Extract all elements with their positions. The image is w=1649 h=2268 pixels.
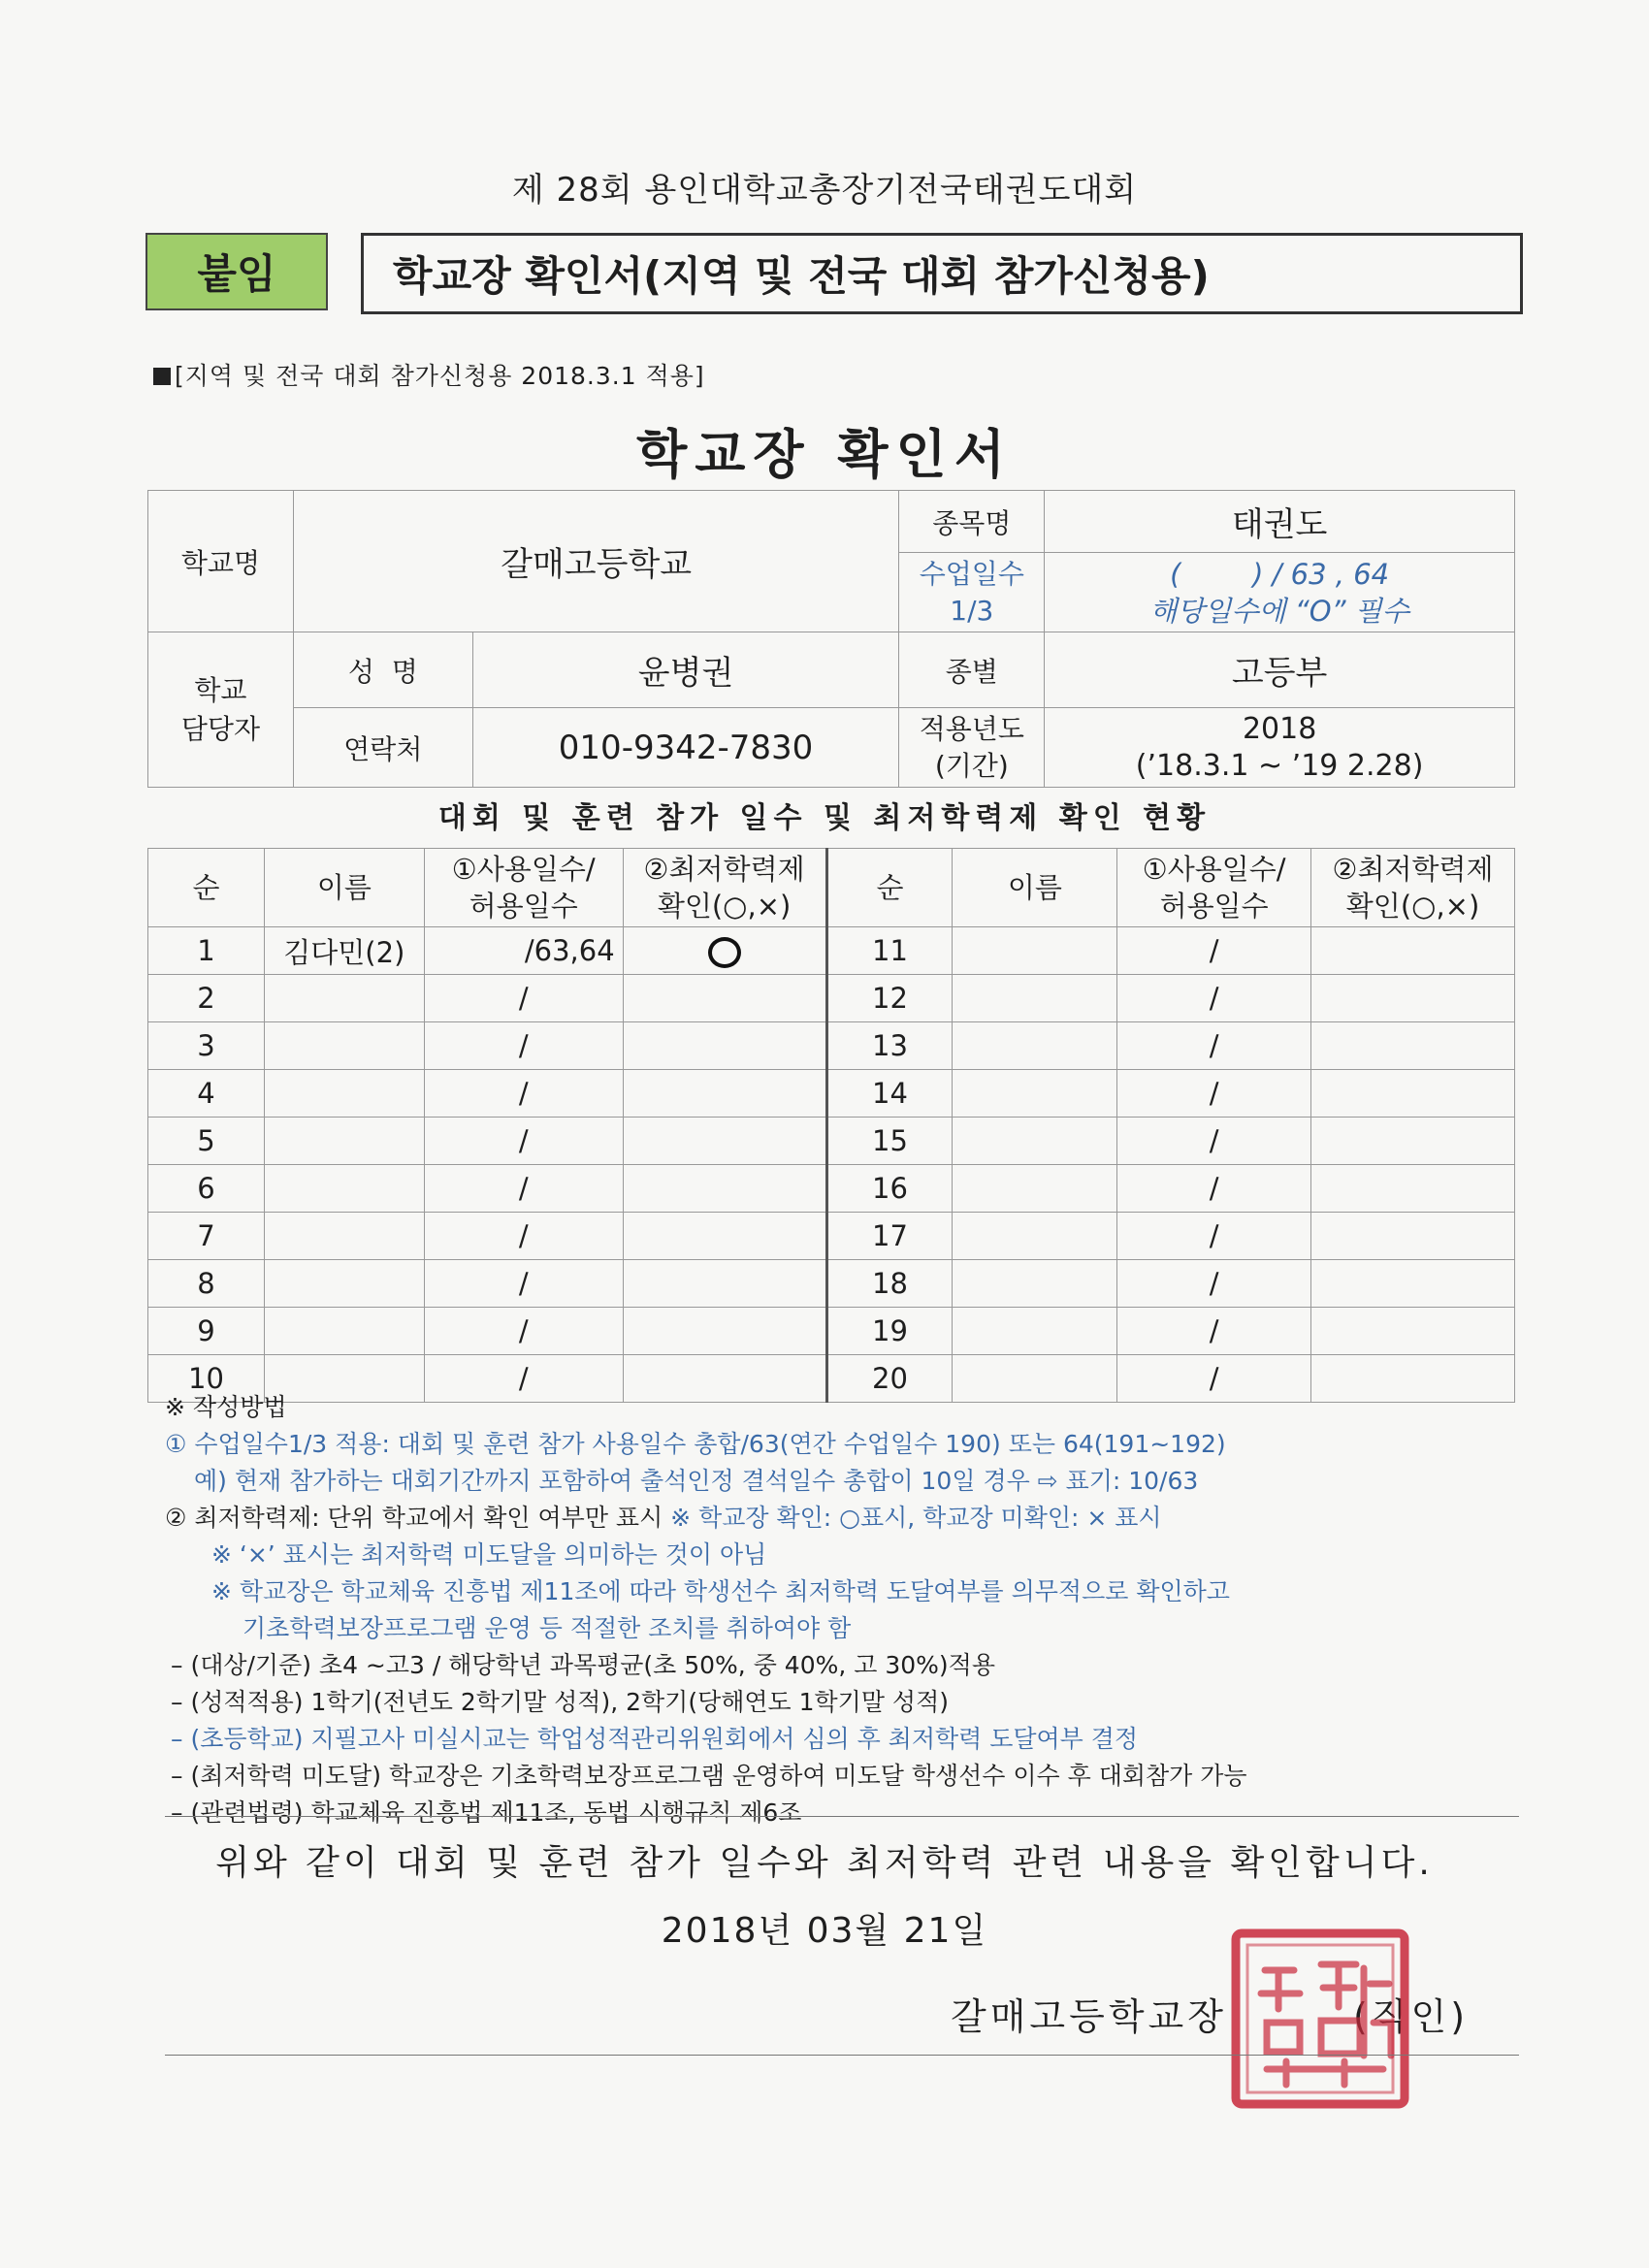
col-check-2-line1: ②최저학력제 bbox=[1332, 853, 1494, 886]
row-days-2: / bbox=[1117, 1118, 1311, 1165]
col-days-2-line2: 허용일수 bbox=[1159, 890, 1269, 923]
note-2e: 기초학력보장프로그램 운영 등 적절한 조치를 취하여야 함 bbox=[242, 1614, 852, 1642]
row-name bbox=[264, 1022, 424, 1070]
row-check bbox=[623, 927, 826, 975]
note-2b: ※ 학교장 확인: ○표시, 학교장 미확인: × 표시 bbox=[670, 1504, 1162, 1532]
header-title: 학교장 확인서(지역 및 전국 대회 참가신청용) bbox=[361, 233, 1523, 314]
row-name bbox=[264, 1213, 424, 1260]
school-seal-stamp bbox=[1228, 1926, 1412, 2112]
row-days-2: / bbox=[1117, 1213, 1311, 1260]
row-no-2: 16 bbox=[826, 1165, 953, 1213]
row-days-2: / bbox=[1117, 1308, 1311, 1355]
note-2d: ※ 학교장은 학교체육 진흥법 제11조에 따라 학생선수 최저학력 도달여부를 의무적으로 확인하고 bbox=[211, 1577, 1230, 1605]
manager-label bbox=[148, 632, 294, 788]
row-check-2 bbox=[1311, 1308, 1515, 1355]
row-name-2 bbox=[953, 1022, 1117, 1070]
manager-label-line1: 학교 bbox=[194, 673, 247, 706]
table-header bbox=[148, 849, 1515, 927]
row-check-2 bbox=[1311, 927, 1515, 975]
row-check bbox=[623, 1118, 826, 1165]
row-name-2 bbox=[953, 1260, 1117, 1308]
row-no-2: 20 bbox=[826, 1355, 953, 1403]
table-row bbox=[148, 1260, 1515, 1308]
row-no: 10 bbox=[148, 1355, 265, 1403]
row-check-2 bbox=[1311, 1165, 1515, 1213]
row-no: 2 bbox=[148, 975, 265, 1022]
year-value-line1: 2018 bbox=[1242, 711, 1317, 746]
row-check-2 bbox=[1311, 1260, 1515, 1308]
check-circle-icon bbox=[708, 937, 741, 968]
col-days-line2: 허용일수 bbox=[469, 890, 578, 923]
row-name-2 bbox=[953, 1165, 1117, 1213]
row-check-2 bbox=[1311, 1022, 1515, 1070]
row-name bbox=[264, 1260, 424, 1308]
row-check bbox=[623, 1308, 826, 1355]
row-check bbox=[623, 1260, 826, 1308]
contact-value: 010-9342-7830 bbox=[472, 708, 899, 788]
row-days: / bbox=[424, 1118, 623, 1165]
note-1b: 예) 현재 참가하는 대회기간까지 포함하여 출석인정 결석일수 총합이 10일 경우 ⇨ 표기: 10/63 bbox=[194, 1467, 1199, 1495]
row-name-2 bbox=[953, 1213, 1117, 1260]
manager-label-line2: 담당자 bbox=[180, 712, 260, 745]
issue-date: 2018년 03월 21일 bbox=[661, 1911, 988, 1951]
row-check bbox=[623, 975, 826, 1022]
row-check-2 bbox=[1311, 1213, 1515, 1260]
application-note bbox=[153, 357, 705, 392]
row-days: / bbox=[424, 1308, 623, 1355]
event-label: 종목명 bbox=[899, 491, 1045, 553]
row-name-2 bbox=[953, 1118, 1117, 1165]
divider-bottom bbox=[165, 2055, 1519, 2056]
col-check-line1: ②최저학력제 bbox=[643, 853, 805, 886]
row-name-2 bbox=[953, 1070, 1117, 1118]
table-row bbox=[148, 1213, 1515, 1260]
row-days: / bbox=[424, 1213, 623, 1260]
event-value: 태권도 bbox=[1045, 491, 1515, 553]
notes-heading: ※ 작성방법 bbox=[165, 1393, 287, 1421]
application-note-text: [지역 및 전국 대회 참가신청용 2018.3.1 적용] bbox=[175, 362, 705, 390]
name-value: 윤병권 bbox=[472, 632, 899, 708]
main-title: 학교장 확인서 bbox=[636, 424, 1013, 485]
row-no-2: 13 bbox=[826, 1022, 953, 1070]
row-days: / bbox=[424, 1260, 623, 1308]
table-row bbox=[148, 975, 1515, 1022]
row-days: / bbox=[424, 975, 623, 1022]
row-no-2: 11 bbox=[826, 927, 953, 975]
class-days-label bbox=[899, 553, 1045, 632]
division-label: 종별 bbox=[899, 632, 1045, 708]
col-days bbox=[424, 849, 623, 927]
year-label bbox=[899, 708, 1045, 788]
school-name: 갈매고등학교 bbox=[293, 491, 899, 632]
participation-table bbox=[147, 848, 1515, 1403]
note-d1: – (대상/기준) 초4 ~고3 / 해당학년 과목평균(초 50%, 중 40%, 고 30%)적용 bbox=[171, 1651, 995, 1679]
principal-title: 갈매고등학교장 bbox=[951, 1995, 1227, 2038]
note-d3: – (초등학교) 지필고사 미실시교는 학업성적관리위원회에서 심의 후 최저학력 도달여부 결정 bbox=[171, 1725, 1139, 1753]
row-check bbox=[623, 1213, 826, 1260]
row-days-2: / bbox=[1117, 975, 1311, 1022]
note-d4: – (최저학력 미도달) 학교장은 기초학력보장프로그램 운영하여 미도달 학생선수 이수 후 대회참가 가능 bbox=[171, 1762, 1247, 1790]
row-no: 1 bbox=[148, 927, 265, 975]
col-check-2-line2: 확인(○,×) bbox=[1345, 890, 1480, 923]
col-days-2-line1: ①사용일수/ bbox=[1142, 853, 1286, 886]
confirm-statement: 위와 같이 대회 및 훈련 참가 일수와 최저학력 관련 내용을 확인합니다. bbox=[215, 1843, 1434, 1883]
row-days-2: / bbox=[1117, 1070, 1311, 1118]
col-name: 이름 bbox=[264, 849, 424, 927]
row-no-2: 18 bbox=[826, 1260, 953, 1308]
note-2a-text: ② 최저학력제: 단위 학교에서 확인 여부만 표시 bbox=[165, 1504, 663, 1532]
row-no: 7 bbox=[148, 1213, 265, 1260]
row-check-2 bbox=[1311, 975, 1515, 1022]
class-days-value-line1: ( ) / 63 , 64 bbox=[1170, 557, 1390, 591]
table-row bbox=[148, 927, 1515, 975]
row-check bbox=[623, 1165, 826, 1213]
col-days-line1: ①사용일수/ bbox=[451, 853, 596, 886]
school-label: 학교명 bbox=[148, 491, 294, 632]
row-no: 6 bbox=[148, 1165, 265, 1213]
table-row bbox=[148, 1022, 1515, 1070]
col-name-2: 이름 bbox=[953, 849, 1117, 927]
row-days-2: / bbox=[1117, 927, 1311, 975]
row-name bbox=[264, 975, 424, 1022]
contact-label: 연락처 bbox=[293, 708, 472, 788]
row-days: / bbox=[424, 1070, 623, 1118]
year-label-line2: (기간) bbox=[934, 749, 1009, 782]
seal-note: (직인) bbox=[1352, 1995, 1470, 2038]
row-days: / bbox=[424, 1165, 623, 1213]
row-no-2: 12 bbox=[826, 975, 953, 1022]
row-no: 4 bbox=[148, 1070, 265, 1118]
square-bullet-icon bbox=[153, 368, 171, 385]
col-no-2: 순 bbox=[826, 849, 953, 927]
table-row bbox=[148, 1165, 1515, 1213]
year-label-line1: 적용년도 bbox=[919, 712, 1024, 745]
col-check-2 bbox=[1311, 849, 1515, 927]
row-days-2: / bbox=[1117, 1165, 1311, 1213]
table-row bbox=[148, 1070, 1515, 1118]
competition-title: 제 28회 용인대학교총장기전국태권도대회 bbox=[511, 171, 1138, 210]
note-2a bbox=[165, 1500, 1542, 1537]
note-1a: ① 수업일수1/3 적용: 대회 및 훈련 참가 사용일수 총합/63(연간 수업일수 190) 또는 64(191~192) bbox=[165, 1430, 1226, 1458]
writing-notes bbox=[165, 1389, 1542, 1831]
row-name bbox=[264, 1070, 424, 1118]
row-name-2 bbox=[953, 927, 1117, 975]
row-name-2 bbox=[953, 975, 1117, 1022]
row-days: /63,64 bbox=[424, 927, 623, 975]
row-no-2: 17 bbox=[826, 1213, 953, 1260]
col-no: 순 bbox=[148, 849, 265, 927]
year-value-line2: (’18.3.1 ~ ’19 2.28) bbox=[1135, 748, 1424, 783]
note-d5: – (관련법령) 학교체육 진흥법 제11조, 동법 시행규칙 제6조 bbox=[171, 1798, 802, 1827]
name-label: 성 명 bbox=[293, 632, 472, 708]
row-check bbox=[623, 1022, 826, 1070]
row-name: 김다민(2) bbox=[264, 927, 424, 975]
class-days-value-line2: 해당일수에 “O” 필수 bbox=[1149, 594, 1409, 628]
row-no: 8 bbox=[148, 1260, 265, 1308]
row-no: 9 bbox=[148, 1308, 265, 1355]
col-days-2 bbox=[1117, 849, 1311, 927]
col-check bbox=[623, 849, 826, 927]
row-no: 5 bbox=[148, 1118, 265, 1165]
table-row bbox=[148, 1308, 1515, 1355]
row-days: / bbox=[424, 1022, 623, 1070]
row-no-2: 14 bbox=[826, 1070, 953, 1118]
row-no-2: 15 bbox=[826, 1118, 953, 1165]
info-table bbox=[147, 490, 1515, 788]
row-name bbox=[264, 1165, 424, 1213]
class-days-value bbox=[1045, 553, 1515, 632]
row-name bbox=[264, 1118, 424, 1165]
division-value: 고등부 bbox=[1045, 632, 1515, 708]
section-title: 대회 및 훈련 참가 일수 및 최저학력제 확인 현황 bbox=[437, 801, 1212, 835]
row-check-2 bbox=[1311, 1070, 1515, 1118]
row-name-2 bbox=[953, 1308, 1117, 1355]
class-days-label-line1: 수업일수 bbox=[919, 557, 1024, 590]
note-d2: – (성적적용) 1학기(전년도 2학기말 성적), 2학기(당해연도 1학기말 성적) bbox=[171, 1688, 949, 1716]
row-days-2: / bbox=[1117, 1355, 1311, 1403]
note-2c: ※ ‘×’ 표시는 최저학력 미도달을 의미하는 것이 아님 bbox=[211, 1540, 767, 1569]
row-name bbox=[264, 1308, 424, 1355]
row-check bbox=[623, 1070, 826, 1118]
row-no-2: 19 bbox=[826, 1308, 953, 1355]
year-value bbox=[1045, 708, 1515, 788]
row-days: / bbox=[424, 1355, 623, 1403]
col-check-line2: 확인(○,×) bbox=[657, 890, 792, 923]
row-no: 3 bbox=[148, 1022, 265, 1070]
row-days-2: / bbox=[1117, 1260, 1311, 1308]
attachment-tag: 붙임 bbox=[146, 233, 328, 310]
class-days-label-line2: 1/3 bbox=[950, 594, 994, 627]
row-check-2 bbox=[1311, 1118, 1515, 1165]
divider-top bbox=[165, 1816, 1519, 1817]
table-row bbox=[148, 1118, 1515, 1165]
row-days-2: / bbox=[1117, 1022, 1311, 1070]
